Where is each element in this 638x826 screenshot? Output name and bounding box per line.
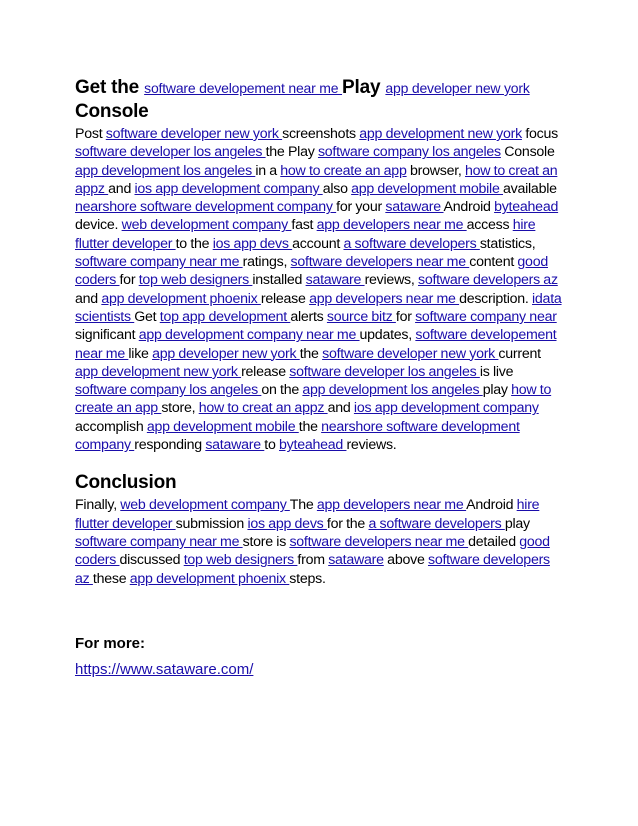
inline-link[interactable]: how to creat an appz	[75, 162, 558, 197]
text-run: for your	[336, 199, 386, 216]
text-run: and	[327, 400, 354, 417]
text-run: statistics,	[479, 235, 536, 252]
text-run: above	[383, 552, 428, 569]
inline-link[interactable]: top web designers	[183, 552, 298, 569]
inline-link[interactable]: software developement near me	[75, 327, 557, 362]
text-run: submission	[175, 515, 248, 532]
text-run: the Play	[265, 144, 318, 161]
website-url-line	[75, 661, 563, 679]
text-run: reviews.	[346, 437, 397, 454]
inline-link[interactable]: software company los angeles	[317, 144, 501, 161]
text-run: store is	[242, 533, 290, 550]
text-run: discussed	[119, 552, 184, 569]
inline-link[interactable]: software developers near me	[289, 533, 469, 550]
inline-link[interactable]: app developer new york	[152, 345, 300, 362]
text-run: ratings,	[242, 254, 291, 271]
inline-link[interactable]: sataware	[305, 272, 365, 289]
inline-link[interactable]: software developers az	[75, 552, 550, 587]
text-run: to the	[175, 235, 213, 252]
inline-link[interactable]: software company los angeles	[75, 382, 262, 399]
inline-link[interactable]: a software developers	[343, 235, 480, 252]
text-run: current	[498, 345, 541, 362]
text-run: the	[298, 418, 322, 435]
text-run: access	[466, 217, 513, 234]
text-run: is live	[479, 363, 514, 380]
text-run: release	[260, 290, 310, 307]
document-page	[75, 76, 563, 679]
inline-link[interactable]: nearshore software development company	[75, 418, 520, 454]
inline-link[interactable]: app development mobile	[146, 418, 299, 435]
inline-link[interactable]: software developer los angeles	[289, 363, 480, 380]
text-run: Android	[443, 199, 495, 216]
text-run: steps.	[289, 570, 326, 587]
inline-link[interactable]: top app development	[159, 308, 291, 325]
text-run: account	[292, 235, 344, 252]
text-run: on the	[261, 382, 303, 399]
inline-link[interactable]: how to creat an appz	[198, 400, 328, 417]
inline-link[interactable]: sataware	[205, 437, 265, 454]
inline-link[interactable]: how to create an app	[75, 382, 552, 417]
inline-link[interactable]: software developer new york	[105, 126, 283, 142]
text-run: updates,	[359, 327, 416, 344]
inline-link[interactable]: app developer new york	[385, 80, 530, 96]
text-run: Android	[466, 497, 517, 514]
inline-link[interactable]: app developers near me	[309, 290, 460, 307]
text-run: significant	[75, 327, 139, 344]
inline-link[interactable]: app development new york	[359, 126, 522, 142]
inline-link[interactable]: app developers near me	[316, 217, 467, 234]
inline-link[interactable]: software developers near me	[290, 254, 470, 271]
website-link[interactable]: https://www.sataware.com/	[75, 660, 254, 678]
text-run: description.	[459, 290, 533, 307]
text-run: Play	[342, 77, 386, 98]
text-run: release	[241, 363, 290, 380]
inline-link[interactable]: hire flutter developer	[75, 497, 540, 532]
text-run: screenshots	[282, 126, 360, 142]
text-run: Conclusion	[75, 472, 177, 494]
inline-link[interactable]: sataware	[385, 199, 444, 216]
text-run: browser,	[406, 162, 465, 179]
text-run: and	[75, 290, 102, 307]
text-run: Get	[134, 308, 160, 325]
text-run: Get the	[75, 77, 145, 98]
section-body-conclusion	[75, 496, 563, 587]
text-run: for	[119, 272, 139, 289]
text-run: The	[289, 497, 317, 514]
text-run: the	[299, 345, 323, 362]
text-run: detailed	[468, 533, 520, 550]
inline-link[interactable]: good coders	[75, 254, 548, 289]
text-run: play	[504, 515, 530, 532]
inline-link[interactable]: good coders	[75, 533, 550, 569]
text-run: device.	[75, 217, 122, 234]
inline-link[interactable]: software developer new york	[322, 345, 499, 362]
inline-link[interactable]: hire flutter developer	[75, 217, 536, 252]
inline-link[interactable]: byteahead	[494, 199, 559, 216]
text-run: also	[322, 180, 352, 197]
inline-link[interactable]: software company near me	[75, 533, 243, 550]
text-run: responding	[134, 437, 206, 454]
section-heading-play-console	[75, 76, 563, 123]
section-heading-conclusion	[75, 471, 563, 494]
inline-link[interactable]: app development los angeles	[302, 382, 483, 399]
text-run: from	[297, 552, 329, 569]
text-run: to	[264, 437, 280, 454]
text-run: for	[395, 308, 416, 325]
inline-link[interactable]: ios app development company	[134, 180, 323, 197]
text-run: alerts	[290, 308, 327, 325]
inline-link[interactable]: byteahead	[279, 437, 347, 454]
text-run: focus	[521, 126, 558, 142]
inline-link[interactable]: app development company near me	[138, 327, 360, 344]
text-run: store,	[161, 400, 199, 417]
inline-link[interactable]: top web designers	[138, 272, 253, 289]
inline-link[interactable]: software developer los angeles	[75, 144, 266, 161]
inline-link[interactable]: software developement near me	[144, 80, 343, 96]
text-run: Finally,	[75, 497, 121, 514]
inline-link[interactable]: sataware	[328, 552, 384, 569]
text-run: like	[128, 345, 153, 362]
inline-link[interactable]: nearshore software development company	[75, 199, 337, 216]
inline-link[interactable]: app developers near me	[316, 497, 467, 514]
for-more-heading: For more:	[75, 634, 146, 652]
text-run: these	[92, 570, 130, 587]
inline-link[interactable]: ios app development company	[353, 400, 539, 417]
text-run: content	[469, 254, 518, 271]
inline-link[interactable]: ios app devs	[247, 515, 327, 532]
text-run: play	[482, 382, 512, 399]
inline-link[interactable]: source bitz	[326, 308, 396, 325]
text-run: fast	[291, 217, 317, 234]
inline-link[interactable]: idata scientists	[75, 290, 562, 325]
text-run: Console	[500, 144, 555, 161]
text-run: in a	[255, 162, 281, 179]
inline-link[interactable]: web development company	[120, 497, 290, 514]
inline-link[interactable]: software company near me	[75, 254, 243, 271]
inline-link[interactable]: web development company	[121, 217, 292, 234]
inline-link[interactable]: app development new york	[75, 363, 242, 380]
text-run: accomplish	[75, 418, 147, 435]
section-body-play-console	[75, 125, 563, 454]
text-run: reviews,	[364, 272, 418, 289]
text-run: installed	[252, 272, 306, 289]
inline-link[interactable]: app development phoenix	[101, 290, 261, 307]
inline-link[interactable]: software developers az	[418, 272, 558, 289]
inline-link[interactable]: ios app devs	[212, 235, 293, 252]
inline-link[interactable]: app development mobile	[351, 180, 503, 197]
text-run: available	[503, 180, 557, 197]
inline-link[interactable]: a software developers	[368, 515, 505, 532]
inline-link[interactable]: how to create an app	[280, 162, 407, 179]
inline-link[interactable]: app development phoenix	[129, 570, 290, 587]
text-run: Post	[75, 126, 106, 142]
text-run: Console	[75, 101, 149, 122]
text-run: for the	[326, 515, 369, 532]
inline-link[interactable]: app development los angeles	[75, 162, 256, 179]
text-run: and	[108, 180, 135, 197]
inline-link[interactable]: software company near	[415, 308, 557, 325]
